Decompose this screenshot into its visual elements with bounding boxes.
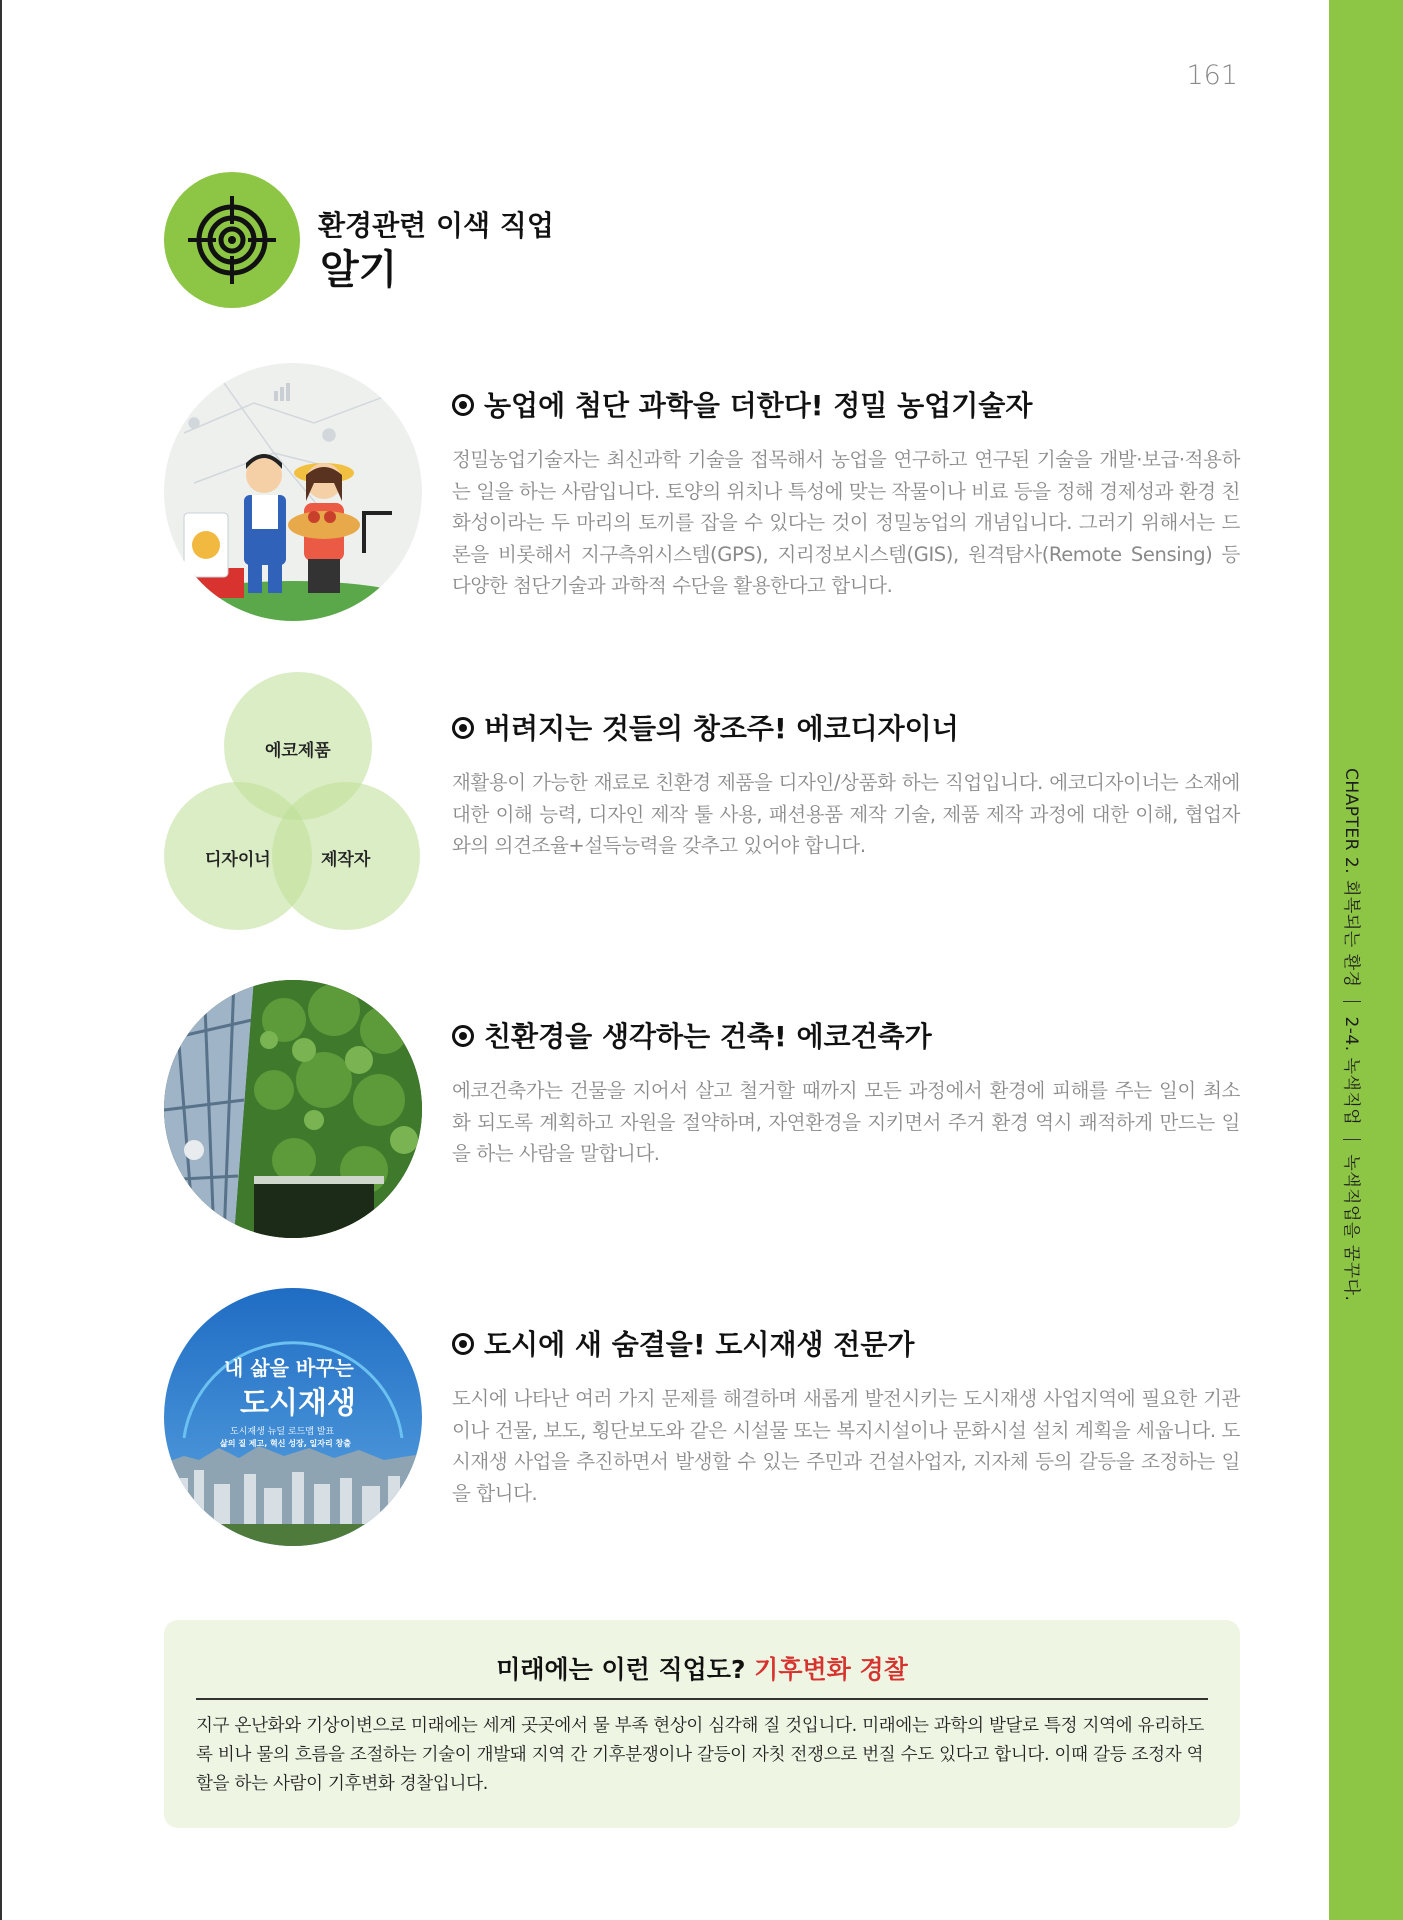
farmer-illustration <box>164 363 422 621</box>
section-body: 정밀농업기술자는 최신과학 기술을 접목해서 농업을 연구하고 연구된 기술을 개발·보급·적용하는 일을 하는 사람입니다. 토양의 위치나 특성에 맞는 작물이나 비료 등을 정해 경제성과 환경 친화성이라는 두 마리의 토끼를 잡을 수 있다는 것이 정밀농업의 개념입니다. 그러기 위해서는 드론을 비롯해서 지구측위시스템(GPS), 지리정보시스템(GIS), 원격탐사(Remote Sensing) 등 다양한 첨단기술과 과학적 수단을 활용한다고 합니다. <box>452 448 1240 597</box>
poster-line3: 도시재생 뉴딜 로드맵 발표 <box>230 1427 335 1437</box>
future-title-prefix: 미래에는 이런 직업도? <box>496 1655 755 1684</box>
poster-line4: 삶의 질 제고, 혁신 성장, 일자리 창출 <box>220 1439 351 1448</box>
future-job-box <box>164 1620 1240 1828</box>
future-title-accent: 기후변화 경찰 <box>754 1655 908 1684</box>
target-icon <box>186 194 278 286</box>
section-body: 재활용이 가능한 재료로 친환경 제품을 디자인/상품화 하는 직업입니다. 에코디자이너는 소재에 대한 이해 능력, 디자인 제작 툴 사용, 패션용품 제작 기술, 제품 제작 과정에 대한 이해, 협업자와의 의견조율+설득능력을 갖추고 있어야 합니다. <box>452 771 1240 857</box>
poster-line1: 내 삶을 바꾸는 <box>224 1356 354 1380</box>
section-precision-agriculture <box>452 384 1240 602</box>
section-urban-regeneration <box>452 1323 1240 1509</box>
venn-label-eco-product: 에코제품 <box>265 741 331 761</box>
section-eco-designer <box>452 707 1240 862</box>
page-number: 161 <box>1186 60 1238 91</box>
side-chapter: CHAPTER 2. 회복되는 환경 <box>1341 768 1361 988</box>
target-bullet-icon <box>452 717 474 739</box>
side-topic: 녹색직업을 꿈꾸다. <box>1341 1154 1361 1302</box>
green-wall-photo <box>164 980 422 1238</box>
section-eco-architect <box>452 1015 1240 1170</box>
section-body: 도시에 나타난 여러 가지 문제를 해결하며 새롭게 발전시키는 도시재생 사업지역에 필요한 기관이나 건물, 보도, 횡단보도와 같은 시설물 또는 복지시설이나 문화시설 설치 계획을 세웁니다. 도시재생 사업을 추진하면서 발생할 수 있는 주민과 건설사업자, 지자체 등의 갈등을 조정하는 일을 합니다. <box>452 1387 1240 1505</box>
section-title-text: 농업에 첨단 과학을 더한다! 정밀 농업기술자 <box>484 389 1033 422</box>
future-body: 지구 온난화와 기상이변으로 미래에는 세계 곳곳에서 물 부족 현상이 심각해 질 것입니다. 미래에는 과학의 발달로 특정 지역에 유리하도록 비나 물의 흐름을 조절하는 기술이 개발돼 지역 간 기후분쟁이나 갈등이 자칫 전쟁으로 번질 수도 있다고 합니다. 이때 갈등 조정자 역할을 하는 사람이 기후변화 경찰입니다. <box>196 1716 1205 1794</box>
target-bullet-icon <box>452 394 474 416</box>
section-title <box>452 707 1240 747</box>
target-bullet-icon <box>452 1333 474 1355</box>
side-divider <box>1343 1001 1361 1002</box>
header-badge <box>164 172 300 308</box>
section-body: 에코건축가는 건물을 지어서 살고 철거할 때까지 모든 과정에서 환경에 피해를 주는 일이 최소화 되도록 계획하고 자원을 절약하며, 자연환경을 지키면서 주거 환경 역시 쾌적하게 만드는 일을 하는 사람을 말합니다. <box>452 1079 1240 1165</box>
side-divider <box>1343 1139 1361 1140</box>
venn-label-maker: 제작자 <box>321 850 371 870</box>
future-divider <box>196 1698 1208 1700</box>
section-title <box>452 1015 1240 1055</box>
urban-regeneration-poster <box>164 1288 422 1546</box>
section-title-text: 친환경을 생각하는 건축! 에코건축가 <box>484 1020 932 1053</box>
section-title <box>452 384 1240 424</box>
section-title-text: 도시에 새 숨결을! 도시재생 전문가 <box>484 1328 915 1361</box>
target-bullet-icon <box>452 1025 474 1047</box>
venn-label-designer: 디자이너 <box>205 850 271 870</box>
page-edge-rule <box>0 0 2 1920</box>
future-title <box>164 1650 1240 1686</box>
header-subtitle: 환경관련 이색 직업 <box>318 209 554 242</box>
section-title-text: 버려지는 것들의 창조주! 에코디자이너 <box>484 712 959 745</box>
poster-line2: 도시재생 <box>240 1386 356 1421</box>
side-section: 2-4. 녹색직업 <box>1341 1016 1361 1126</box>
section-title <box>452 1323 1240 1363</box>
header-title: 알기 <box>320 247 398 293</box>
chapter-side-label <box>1341 768 1366 1301</box>
